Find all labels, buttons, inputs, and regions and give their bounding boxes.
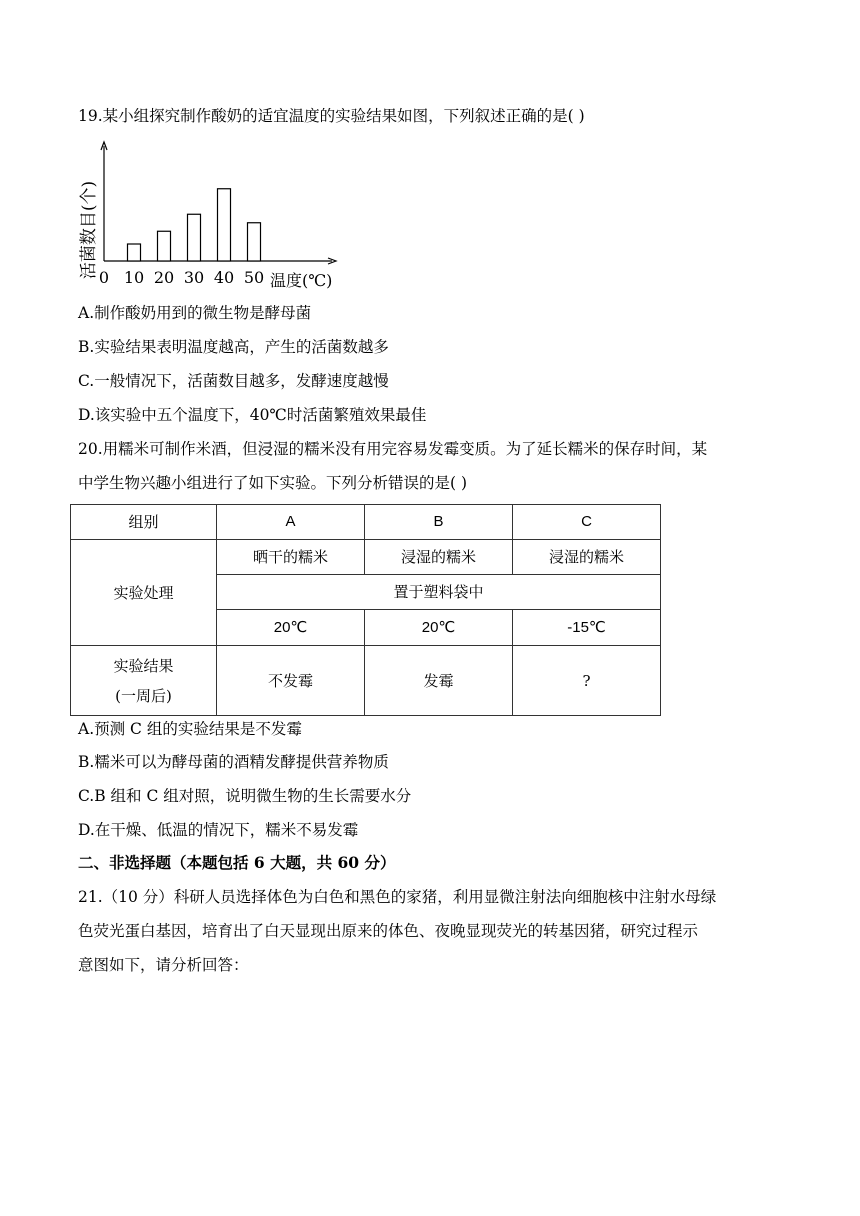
q20-option-a: A.预测 C 组的实验结果是不发霉 xyxy=(78,720,302,738)
table-cell-result-b: 发霉 xyxy=(365,646,513,716)
q20-stem-line2: 中学生物兴趣小组进行了如下实验。下列分析错误的是( ) xyxy=(78,474,468,492)
x-tick-label: 50 xyxy=(243,268,265,287)
experiment-table xyxy=(70,504,661,716)
table-cell-temp-c: -15℃ xyxy=(513,610,661,646)
chart-bars xyxy=(128,189,261,261)
table-treatment-label: 实验处理 xyxy=(71,540,217,646)
chart-tick-labels xyxy=(99,268,264,287)
x-tick-label: 10 xyxy=(123,268,145,287)
table-header-c: C xyxy=(513,505,661,540)
x-tick-label: 40 xyxy=(213,268,235,287)
table-row xyxy=(71,505,661,540)
x-tick-label: 20 xyxy=(153,268,175,287)
table-cell-material-a: 晒干的糯米 xyxy=(217,540,365,575)
q21-line1: 21.（10 分）科研人员选择体色为白色和黑色的家猪，利用显微注射法向细胞核中注射水母绿 xyxy=(78,888,717,906)
table-cell-temp-a: 20℃ xyxy=(217,610,365,646)
table-result-label-1: 实验结果 xyxy=(113,656,174,675)
table-cell-material-b: 浸湿的糯米 xyxy=(365,540,513,575)
chart-bar xyxy=(128,244,141,261)
table-row xyxy=(71,646,661,716)
q20-stem-line1: 20.用糯米可制作米酒，但浸湿的糯米没有用完容易发霉变质。为了延长糯米的保存时间，某 xyxy=(78,440,708,458)
q20-option-c: C.B 组和 C 组对照，说明微生物的生长需要水分 xyxy=(78,787,412,805)
q20-option-b: B.糯米可以为酵母菌的酒精发酵提供营养物质 xyxy=(78,753,389,771)
q19-option-a: A.制作酸奶用到的微生物是酵母菌 xyxy=(78,304,312,322)
table-result-label xyxy=(71,646,217,716)
q21-line3: 意图如下，请分析回答： xyxy=(78,956,249,974)
table-cell-material-c: 浸湿的糯米 xyxy=(513,540,661,575)
chart-x-label: 温度(℃) xyxy=(270,271,333,290)
table-header-b: B xyxy=(365,505,513,540)
table-header-a: A xyxy=(217,505,365,540)
table-cell-container: 置于塑料袋中 xyxy=(217,575,661,610)
section-heading: 二、非选择题（本题包括 6 大题，共 60 分） xyxy=(78,853,396,872)
q19-option-b: B.实验结果表明温度越高，产生的活菌数越多 xyxy=(78,338,389,356)
q19-stem: 19.某小组探究制作酸奶的适宜温度的实验结果如图，下列叙述正确的是( ) xyxy=(78,107,585,125)
table-result-label-2: (一周后) xyxy=(115,686,172,705)
x-tick-label: 30 xyxy=(183,268,205,287)
chart-bar xyxy=(248,223,261,261)
x-tick-label: 0 xyxy=(98,268,110,287)
chart-bar xyxy=(188,214,201,261)
table-cell-result-a: 不发霉 xyxy=(217,646,365,716)
chart-bar xyxy=(158,231,171,261)
table-header-group: 组别 xyxy=(71,505,217,540)
q20-option-d: D.在干燥、低温的情况下，糯米不易发霉 xyxy=(78,821,359,839)
chart-bar xyxy=(218,189,231,261)
table-row xyxy=(71,540,661,575)
chart-y-label: 活菌数目(个) xyxy=(79,180,99,280)
q19-option-d: D.该实验中五个温度下，40℃时活菌繁殖效果最佳 xyxy=(78,406,427,424)
q19-option-c: C.一般情况下，活菌数目越多，发酵速度越慢 xyxy=(78,372,389,390)
table-cell-temp-b: 20℃ xyxy=(365,610,513,646)
q21-line2: 色荧光蛋白基因，培育出了白天显现出原来的体色、夜晚显现荧光的转基因猪，研究过程示 xyxy=(78,922,699,940)
bar-chart xyxy=(74,138,344,296)
table-cell-result-c: ? xyxy=(513,646,661,716)
